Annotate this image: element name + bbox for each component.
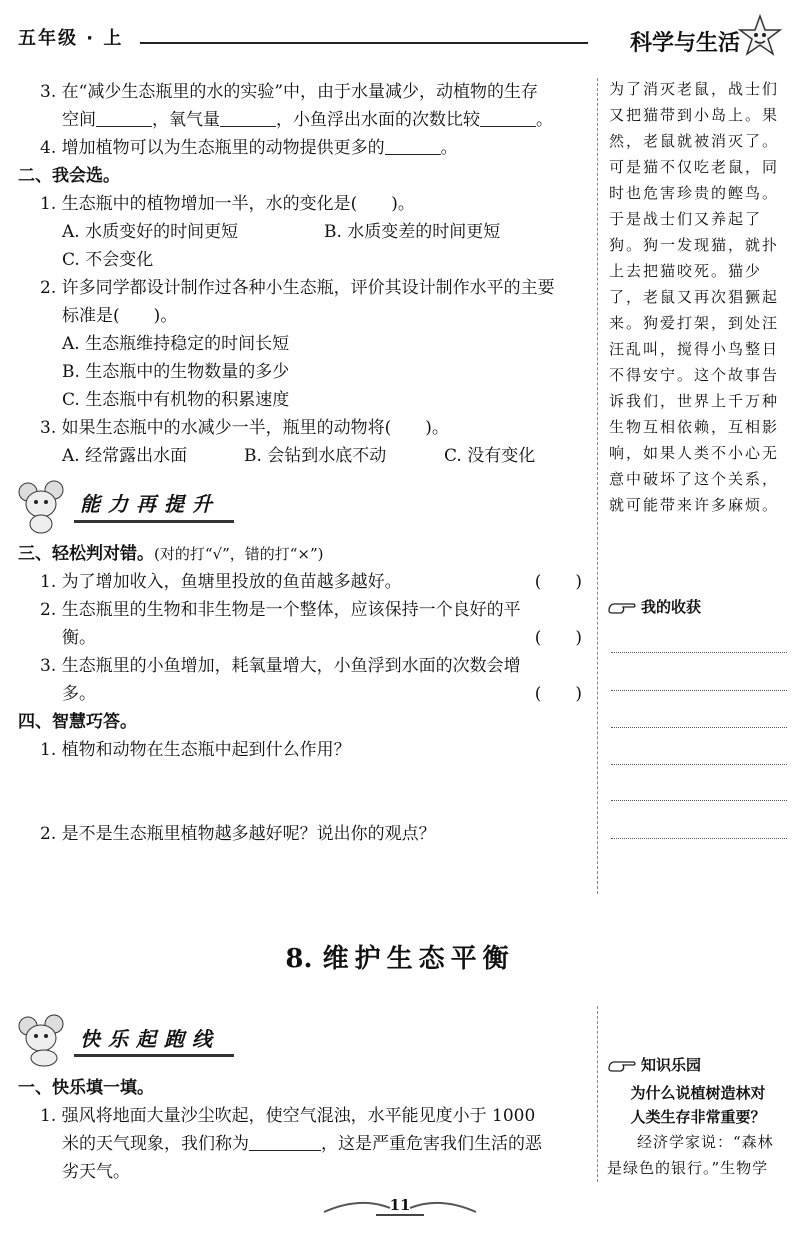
note-line[interactable]: [611, 690, 787, 691]
fill-item-3: 3. 在“减少生态瓶里的水的实验”中，由于水量减少，动植物的生存: [40, 82, 539, 102]
option-c[interactable]: C. 生态瓶中有机物的积累速度: [62, 390, 290, 410]
option-a[interactable]: A. 生态瓶维持稳定的时间长短: [62, 334, 290, 354]
knowledge-text: 是绿色的银行。”生物学: [607, 1159, 769, 1177]
note-line[interactable]: [611, 838, 787, 839]
judge-item-3: 3. 生态瓶里的小鱼增加，耗氧量增大，小鱼浮到水面的次数会增: [40, 656, 521, 676]
story-line: 上去把猫咬死。猫少: [609, 262, 763, 280]
story-line: 然，老鼠就被消灭了。: [609, 132, 780, 150]
story-line: 不得安宁。这个故事告: [609, 366, 780, 384]
story-line: 又把猫带到小岛上。果: [609, 106, 780, 124]
knowledge-question: 为什么说植树造林对 人类生存非常重要？: [630, 1084, 766, 1126]
choice-options: [18, 218, 588, 246]
option-c[interactable]: C. 不会变化: [62, 250, 154, 270]
choice-options: [18, 442, 588, 470]
option-b[interactable]: B. 会钻到水底不动: [244, 446, 387, 466]
lesson-title: 8. 维护生态平衡: [285, 944, 515, 974]
option-c[interactable]: C. 没有变化: [444, 446, 536, 466]
knowledge-text: 经济学家说：“森林: [637, 1133, 774, 1151]
section-title: 四、智慧巧答。: [18, 712, 137, 732]
story-line: 来。狗爱打架，到处汪: [609, 314, 780, 332]
judge-item-3-cont: 多。 ( ): [18, 680, 588, 708]
story-line: 就可能带来许多麻烦。: [609, 496, 780, 514]
exercise-column: [18, 78, 588, 848]
story-line: 时也危害珍贵的鲣鸟。: [609, 184, 780, 202]
judge-item-2: 2. 生态瓶里的生物和非生物是一个整体，应该保持一个良好的平: [40, 600, 521, 620]
gain-heading: 我的收获: [607, 596, 701, 617]
answer-blank[interactable]: [220, 108, 276, 127]
pointing-hand-icon: [607, 1057, 637, 1073]
story-line: 生物互相依赖，互相影: [609, 418, 780, 436]
answer-blank[interactable]: [249, 1132, 321, 1151]
story-line: 响，如果人类不小心无: [609, 444, 780, 462]
fill-item-3-line2: 空间 ，氧气量 ，小鱼浮出水面的次数比较 。: [62, 110, 553, 130]
open-question-2: 2. 是不是生态瓶里植物越多越好呢？说出你的观点？: [40, 824, 436, 844]
judge-item-1: 1. 为了增加收入，鱼塘里投放的鱼苗越多越好。 ( ): [18, 568, 588, 596]
story-line: 诉我们，世界上千万种: [609, 392, 780, 410]
story-line: 可是猫不仅吃老鼠，同: [609, 158, 780, 176]
mouse-mascot-icon: [14, 1012, 70, 1068]
choice-options: [18, 246, 588, 274]
choice-question-cont: 标准是( )。: [62, 306, 178, 326]
section-title: 二、我会选。: [18, 166, 120, 186]
option-a[interactable]: A. 水质变好的时间更短: [62, 222, 239, 242]
story-line: 狗。狗一发现猫，就扑: [609, 236, 780, 254]
choice-question: 3. 如果生态瓶中的水减少一半，瓶里的动物将( )。: [40, 418, 449, 438]
answer-parens[interactable]: ( ): [534, 572, 582, 592]
story-line: 汪乱叫，搅得小鸟整日: [609, 340, 780, 358]
series-title: 科学与生活: [629, 31, 740, 56]
fill-item-1-line3: 劣天气。: [62, 1162, 130, 1182]
star-mascot-icon: [738, 14, 782, 58]
answer-space[interactable]: [18, 764, 588, 820]
story-line: 了，老鼠又再次猖獗起: [609, 288, 780, 306]
answer-blank[interactable]: [385, 136, 441, 155]
judge-item-2-cont: 衡。 ( ): [18, 624, 588, 652]
page-number: 11: [0, 1196, 800, 1216]
grade-label: 五年级 · 上: [18, 28, 124, 49]
note-line[interactable]: [611, 764, 787, 765]
answer-parens[interactable]: ( ): [534, 684, 582, 704]
story-line: 于是战士们又养起了: [609, 210, 763, 228]
answer-parens[interactable]: ( ): [534, 628, 582, 648]
story-column: [609, 76, 789, 518]
fill-item-1-line2: 米的天气现象，我们称为 ，这是严重危害我们生活的恶: [62, 1134, 542, 1154]
section-title-judge: 三、轻松判对错。(对的打“√”，错的打“×”): [18, 544, 324, 564]
choice-question: 2. 许多同学都设计制作过各种小生态瓶，评价其设计制作水平的主要: [40, 278, 555, 298]
answer-blank[interactable]: [480, 108, 536, 127]
option-a[interactable]: A. 经常露出水面: [62, 446, 188, 466]
story-line: 为了消灭老鼠，战士们: [609, 80, 780, 98]
answer-blank[interactable]: [96, 108, 152, 127]
story-line: 意中破坏了这个关系，: [609, 470, 780, 488]
knowledge-box: [607, 1054, 789, 1181]
section-title: 一、快乐填一填。: [18, 1078, 154, 1098]
banner-title: 能力再提升: [74, 490, 234, 523]
section-banner: [14, 476, 588, 536]
note-line[interactable]: [611, 727, 787, 728]
mouse-mascot-icon: [14, 478, 70, 534]
open-question-1: 1. 植物和动物在生态瓶中起到什么作用？: [40, 740, 351, 760]
exercise-column-lower: [18, 1074, 588, 1186]
note-line[interactable]: [611, 800, 787, 801]
knowledge-heading: 知识乐园: [607, 1054, 789, 1075]
note-line[interactable]: [611, 652, 787, 653]
option-b[interactable]: B. 水质变差的时间更短: [324, 222, 501, 242]
choice-question: 1. 生态瓶中的植物增加一半，水的变化是( )。: [40, 194, 415, 214]
column-divider-lower: [597, 1006, 598, 1182]
header-rule: [140, 42, 588, 44]
fill-item-1: 1. 强风将地面大量沙尘吹起，使空气混浊，水平能见度小于 1000: [40, 1106, 536, 1126]
fill-item-4: 4. 增加植物可以为生态瓶里的动物提供更多的 。: [40, 138, 458, 158]
section-banner-2: [14, 1010, 234, 1070]
option-b[interactable]: B. 生态瓶中的生物数量的多少: [62, 362, 290, 382]
banner-title: 快乐起跑线: [74, 1023, 234, 1057]
column-divider: [597, 78, 598, 894]
pointing-hand-icon: [607, 599, 637, 615]
